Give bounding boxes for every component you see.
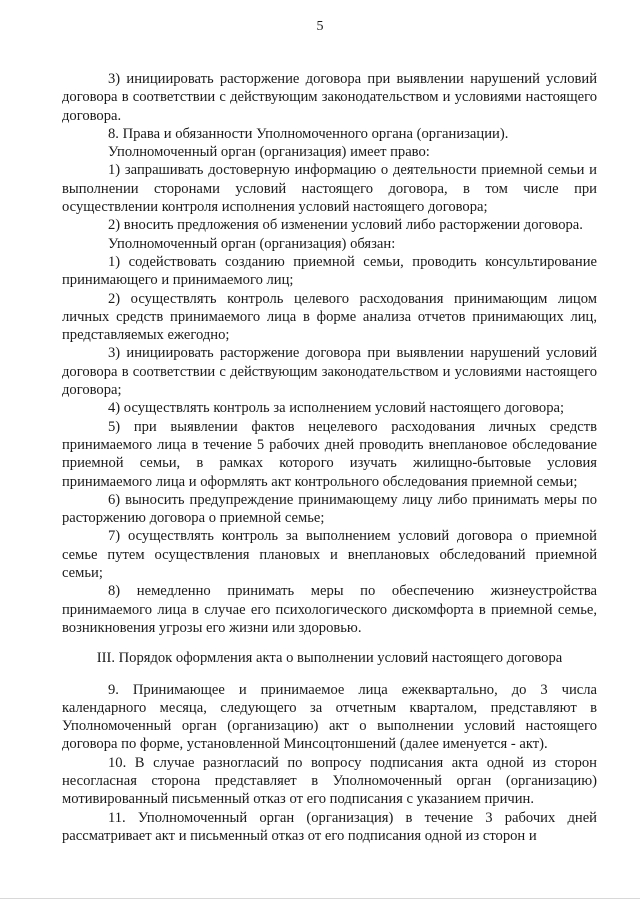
document-body — [62, 70, 597, 845]
paragraph: 10. В случае разногласий по вопросу подписания акта одной из сторон несогласная сторона представляет в Уполномоченный орган (организацию) мотивированный письменный отказ от его подписания с указанием причин. — [62, 754, 597, 808]
paragraph: 2) осуществлять контроль целевого расходования принимающим лицом личных средств принимаемого лица в форме анализа отчетов принимающих лиц, представляемых ежегодно; — [62, 290, 597, 344]
page-number: 5 — [316, 19, 324, 34]
paragraph: 2) вносить предложения об изменении условий либо расторжении договора. — [108, 217, 583, 234]
paragraph: Уполномоченный орган (организация) обязан: — [108, 235, 396, 252]
paragraph: 1) содействовать созданию приемной семьи, проводить консультирование принимающего и принимаемого лиц; — [62, 253, 597, 289]
paragraph: 6) выносить предупреждение принимающему лицу либо принимать меры по расторжению договора о приемной семье; — [62, 491, 597, 527]
paragraph: 3) инициировать расторжение договора при выявлении нарушений условий договора в соответствии с действующим законодательством и условиями настоящего договора; — [62, 345, 597, 399]
paragraph: 3) инициировать расторжение договора при выявлении нарушений условий договора в соответствии с действующим законодательством и условиями настоящего договора. — [62, 71, 597, 124]
page-bottom-edge — [0, 898, 640, 899]
paragraph: 5) при выявлении фактов нецелевого расходования личных средств принимаемого лица в течение 5 рабочих дней проводить внеплановое обследование приемной семьи, в рамках которого изучать жилищно-бытовые условия принимаемого лица и оформлять акт контрольного обследования приемной семьи; — [62, 418, 597, 490]
paragraph: 8. Права и обязанности Уполномоченного органа (организации). — [108, 125, 509, 142]
paragraph: 4) осуществлять контроль за исполнением условий настоящего договора; — [108, 400, 565, 417]
section-heading: III. Порядок оформления акта о выполнении условий настоящего договора — [96, 650, 563, 667]
paragraph: Уполномоченный орган (организация) имеет право: — [108, 144, 430, 161]
paragraph: 11. Уполномоченный орган (организация) в течение 3 рабочих дней рассматривает акт и письменный отказ от его подписания одной из сторон и — [62, 809, 597, 844]
paragraph: 9. Принимающее и принимаемое лица ежеквартально, до 3 числа календарного месяца, следующего за отчетным кварталом, представляют в Уполномоченный орган (организацию) акт о выполнении условий настоящего договора по форме, установленной Минсоцтоншений (далее именуется - акт). — [62, 681, 597, 753]
paragraph: 8) немедленно принимать меры по обеспечению жизнеустройства принимаемого лица в случае его психологического дискомфорта в приемной семье, возникновения угрозы его жизни или здоровью. — [62, 583, 597, 636]
paragraph: 7) осуществлять контроль за выполнением условий договора о приемной семье путем осуществления плановых и внеплановых обследований приемной семьи; — [62, 528, 597, 582]
paragraph: 1) запрашивать достоверную информацию о деятельности приемной семьи и выполнении сторонами условий настоящего договора, в том числе при осуществлении контроля исполнения условий настоящего договора; — [62, 162, 597, 216]
